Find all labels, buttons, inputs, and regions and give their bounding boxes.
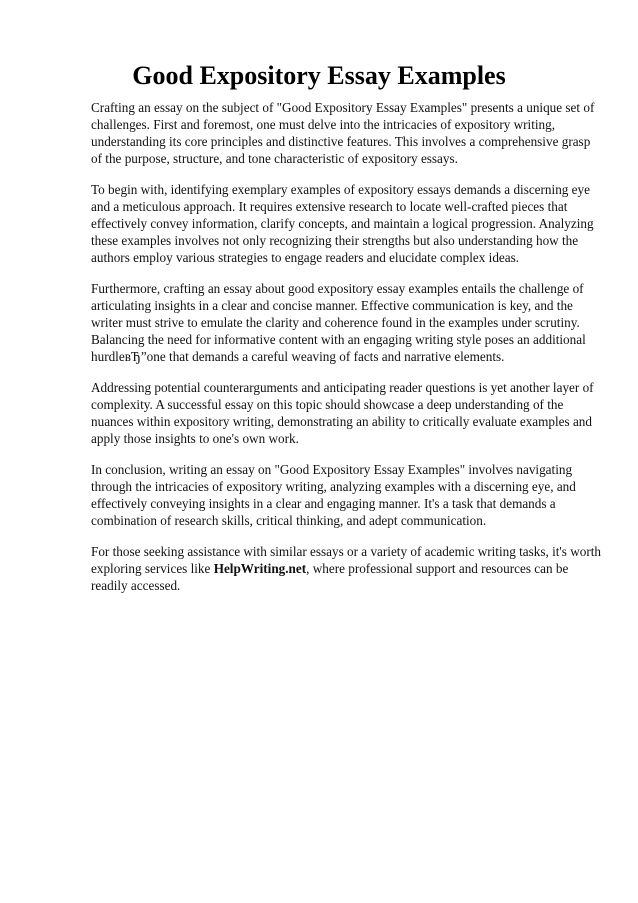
page-title: Good Expository Essay Examples	[132, 61, 506, 90]
paragraph-identifying-examples: To begin with, identifying exemplary examples of expository essays demands a discerning eye and a meticulous approach. It requires extensive research to locate well-crafted pieces that effectively convey information, clarify concepts, and maintain a logical progression. Analyzing these examples involves not only recognizing their strengths but also understanding how the authors employ various strategies to engage readers and elucidate complex ideas.	[91, 182, 594, 265]
closing-text-before: For those seeking assistance with similar essays or a variety of academic writing tasks, it's worth exploring services like	[91, 544, 601, 576]
paragraph-crafting-essay: Furthermore, crafting an essay about good expository essay examples entails the challenge of articulating insights in a clear and concise manner. Effective communication is key, and the writer must strive to emulate the clarity and coherence found in the examples under scrutiny. Balancing the need for informative content with an engaging writing style poses an additional hurdleвЂ”one that demands a careful weaving of facts and narrative elements.	[91, 281, 586, 364]
paragraph-counterarguments: Addressing potential counterarguments and anticipating reader questions is yet another layer of complexity. A successful essay on this topic should showcase a deep understanding of the nuances within expository writing, demonstrating an ability to critically evaluate examples and apply those insights to one's own work.	[91, 380, 594, 446]
paragraph-closing	[91, 543, 601, 594]
document-body	[91, 99, 601, 608]
brand-name: HelpWriting.net	[213, 561, 307, 576]
closing-text-after: , where professional support and resources can be readily accessed.	[91, 561, 569, 593]
paragraph-conclusion: In conclusion, writing an essay on "Good Expository Essay Examples" involves navigating through the intricacies of expository writing, analyzing examples with a discerning eye, and effectively conveying insights in a clear and engaging manner. It's a task that demands a combination of research skills, critical thinking, and adept communication.	[91, 462, 576, 528]
paragraph-intro: Crafting an essay on the subject of "Good Expository Essay Examples" presents a unique set of challenges. First and foremost, one must delve into the intricacies of expository writing, understanding its core principles and distinctive features. This involves a comprehensive grasp of the purpose, structure, and tone characteristic of expository essays.	[91, 100, 595, 166]
